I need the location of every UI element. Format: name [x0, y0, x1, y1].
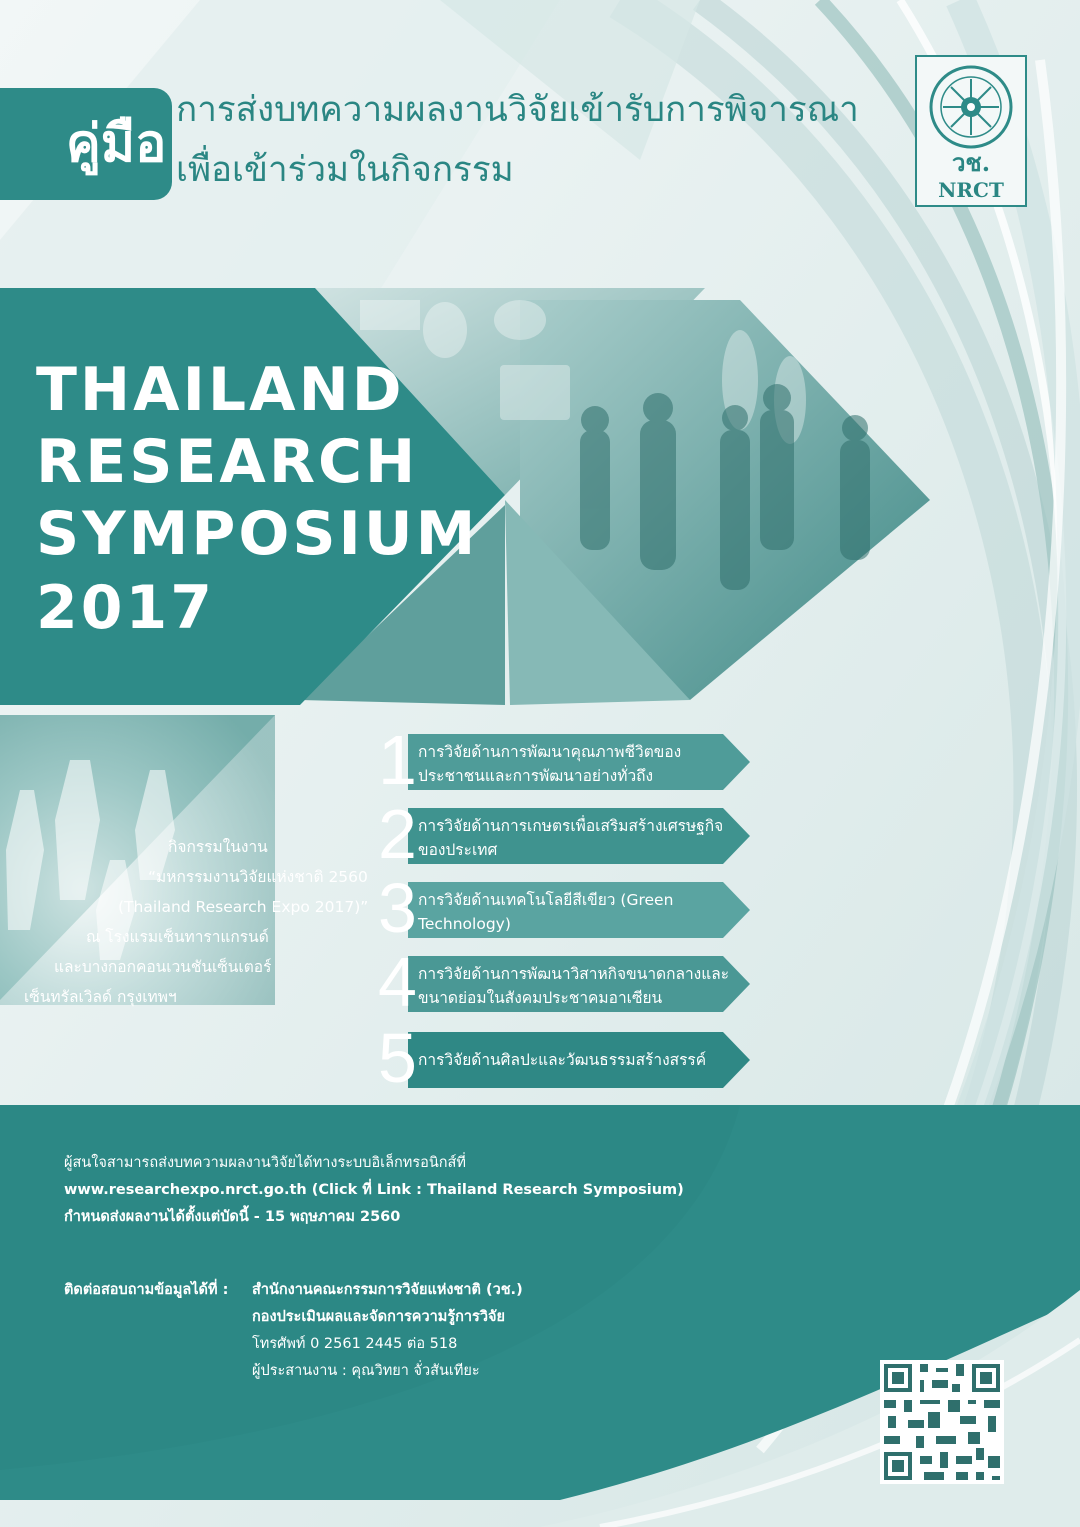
topic-item [378, 943, 750, 1021]
topic-item [378, 869, 750, 947]
topic-number: 1 [378, 721, 417, 799]
title-line-2: RESEARCH [36, 427, 419, 497]
title-line-3: SYMPOSIUM [36, 499, 479, 569]
title-line-1: THAILAND [36, 355, 405, 425]
headline-line-1: การส่งบทความผลงานวิจัยเข้ารับการพิจารณา [176, 90, 859, 130]
topic-text: การวิจัยด้านศิลปะและวัฒนธรรมสร้างสรรค์ [418, 1051, 707, 1069]
contact-phone: โทรศัพท์ 0 2561 2445 ต่อ 518 [252, 1336, 458, 1352]
topic-number: 3 [378, 869, 417, 947]
topic-item [378, 1019, 750, 1097]
topic-number: 4 [378, 943, 417, 1021]
topic-text: การวิจัยด้านการพัฒนาวิสาหกิจขนาดกลางและขนาดย่อมในสังคมประชาคมอาเซียน [418, 965, 730, 1007]
headline-line-2: เพื่อเข้าร่วมในกิจกรรม [176, 150, 514, 190]
activity-line-4: ณ โรงแรมเซ็นทาราแกรนด์ [86, 928, 269, 946]
topic-number: 2 [378, 795, 417, 873]
submission-line-1: ผู้สนใจสามารถส่งบทความผลงานวิจัยได้ทางระบบอิเล็กทรอนิกส์ที่ [64, 1155, 466, 1171]
qr-code-icon[interactable] [880, 1360, 1004, 1484]
activity-line-3: (Thailand Research Expo 2017)” [118, 898, 369, 916]
logo-english-text: NRCT [938, 178, 1004, 202]
guide-word: คู่มือ [66, 114, 167, 174]
contact-coordinator: ผู้ประสานงาน : คุณวิทยา จั่วสันเทียะ [252, 1363, 480, 1379]
topic-number: 5 [378, 1019, 417, 1097]
activity-line-5: และบางกอกคอนเวนชันเซ็นเตอร์ [54, 958, 272, 976]
logo-thai-text: วช. [951, 148, 991, 177]
topic-item [378, 721, 750, 799]
activity-line-2: “มหกรรมงานวิจัยแห่งชาติ 2560 [148, 868, 368, 886]
contact-label: ติดต่อสอบถามข้อมูลได้ที่ : [64, 1282, 229, 1298]
topic-text: การวิจัยด้านการพัฒนาคุณภาพชีวิตของประชาชนและการพัฒนาอย่างทั่วถึง [418, 743, 682, 785]
activity-line-1: กิจกรรมในงาน [168, 838, 268, 856]
nrct-logo [915, 55, 1027, 207]
topic-item [378, 795, 750, 873]
submission-deadline: กำหนดส่งผลงานได้ตั้งแต่บัดนี้ - 15 พฤษภาคม 2560 [64, 1209, 401, 1225]
contact-division: กองประเมินผลและจัดการความรู้การวิจัย [252, 1309, 505, 1325]
contact-organization: สำนักงานคณะกรรมการวิจัยแห่งชาติ (วช.) [252, 1282, 523, 1298]
submission-url-line: www.researchexpo.nrct.go.th (Click ที่ Link : Thailand Research Symposium) [64, 1182, 684, 1198]
activity-line-6: เซ็นทรัลเวิลด์ กรุงเทพฯ [24, 988, 177, 1006]
nrct-seal-icon [929, 65, 1013, 149]
title-line-4: 2017 [36, 573, 215, 643]
topic-text: การวิจัยด้านเทคโนโลยีสีเขียว (Green Technology) [418, 891, 674, 933]
topic-text: การวิจัยด้านการเกษตรเพื่อเสริมสร้างเศรษฐกิจของประเทศ [418, 817, 724, 859]
